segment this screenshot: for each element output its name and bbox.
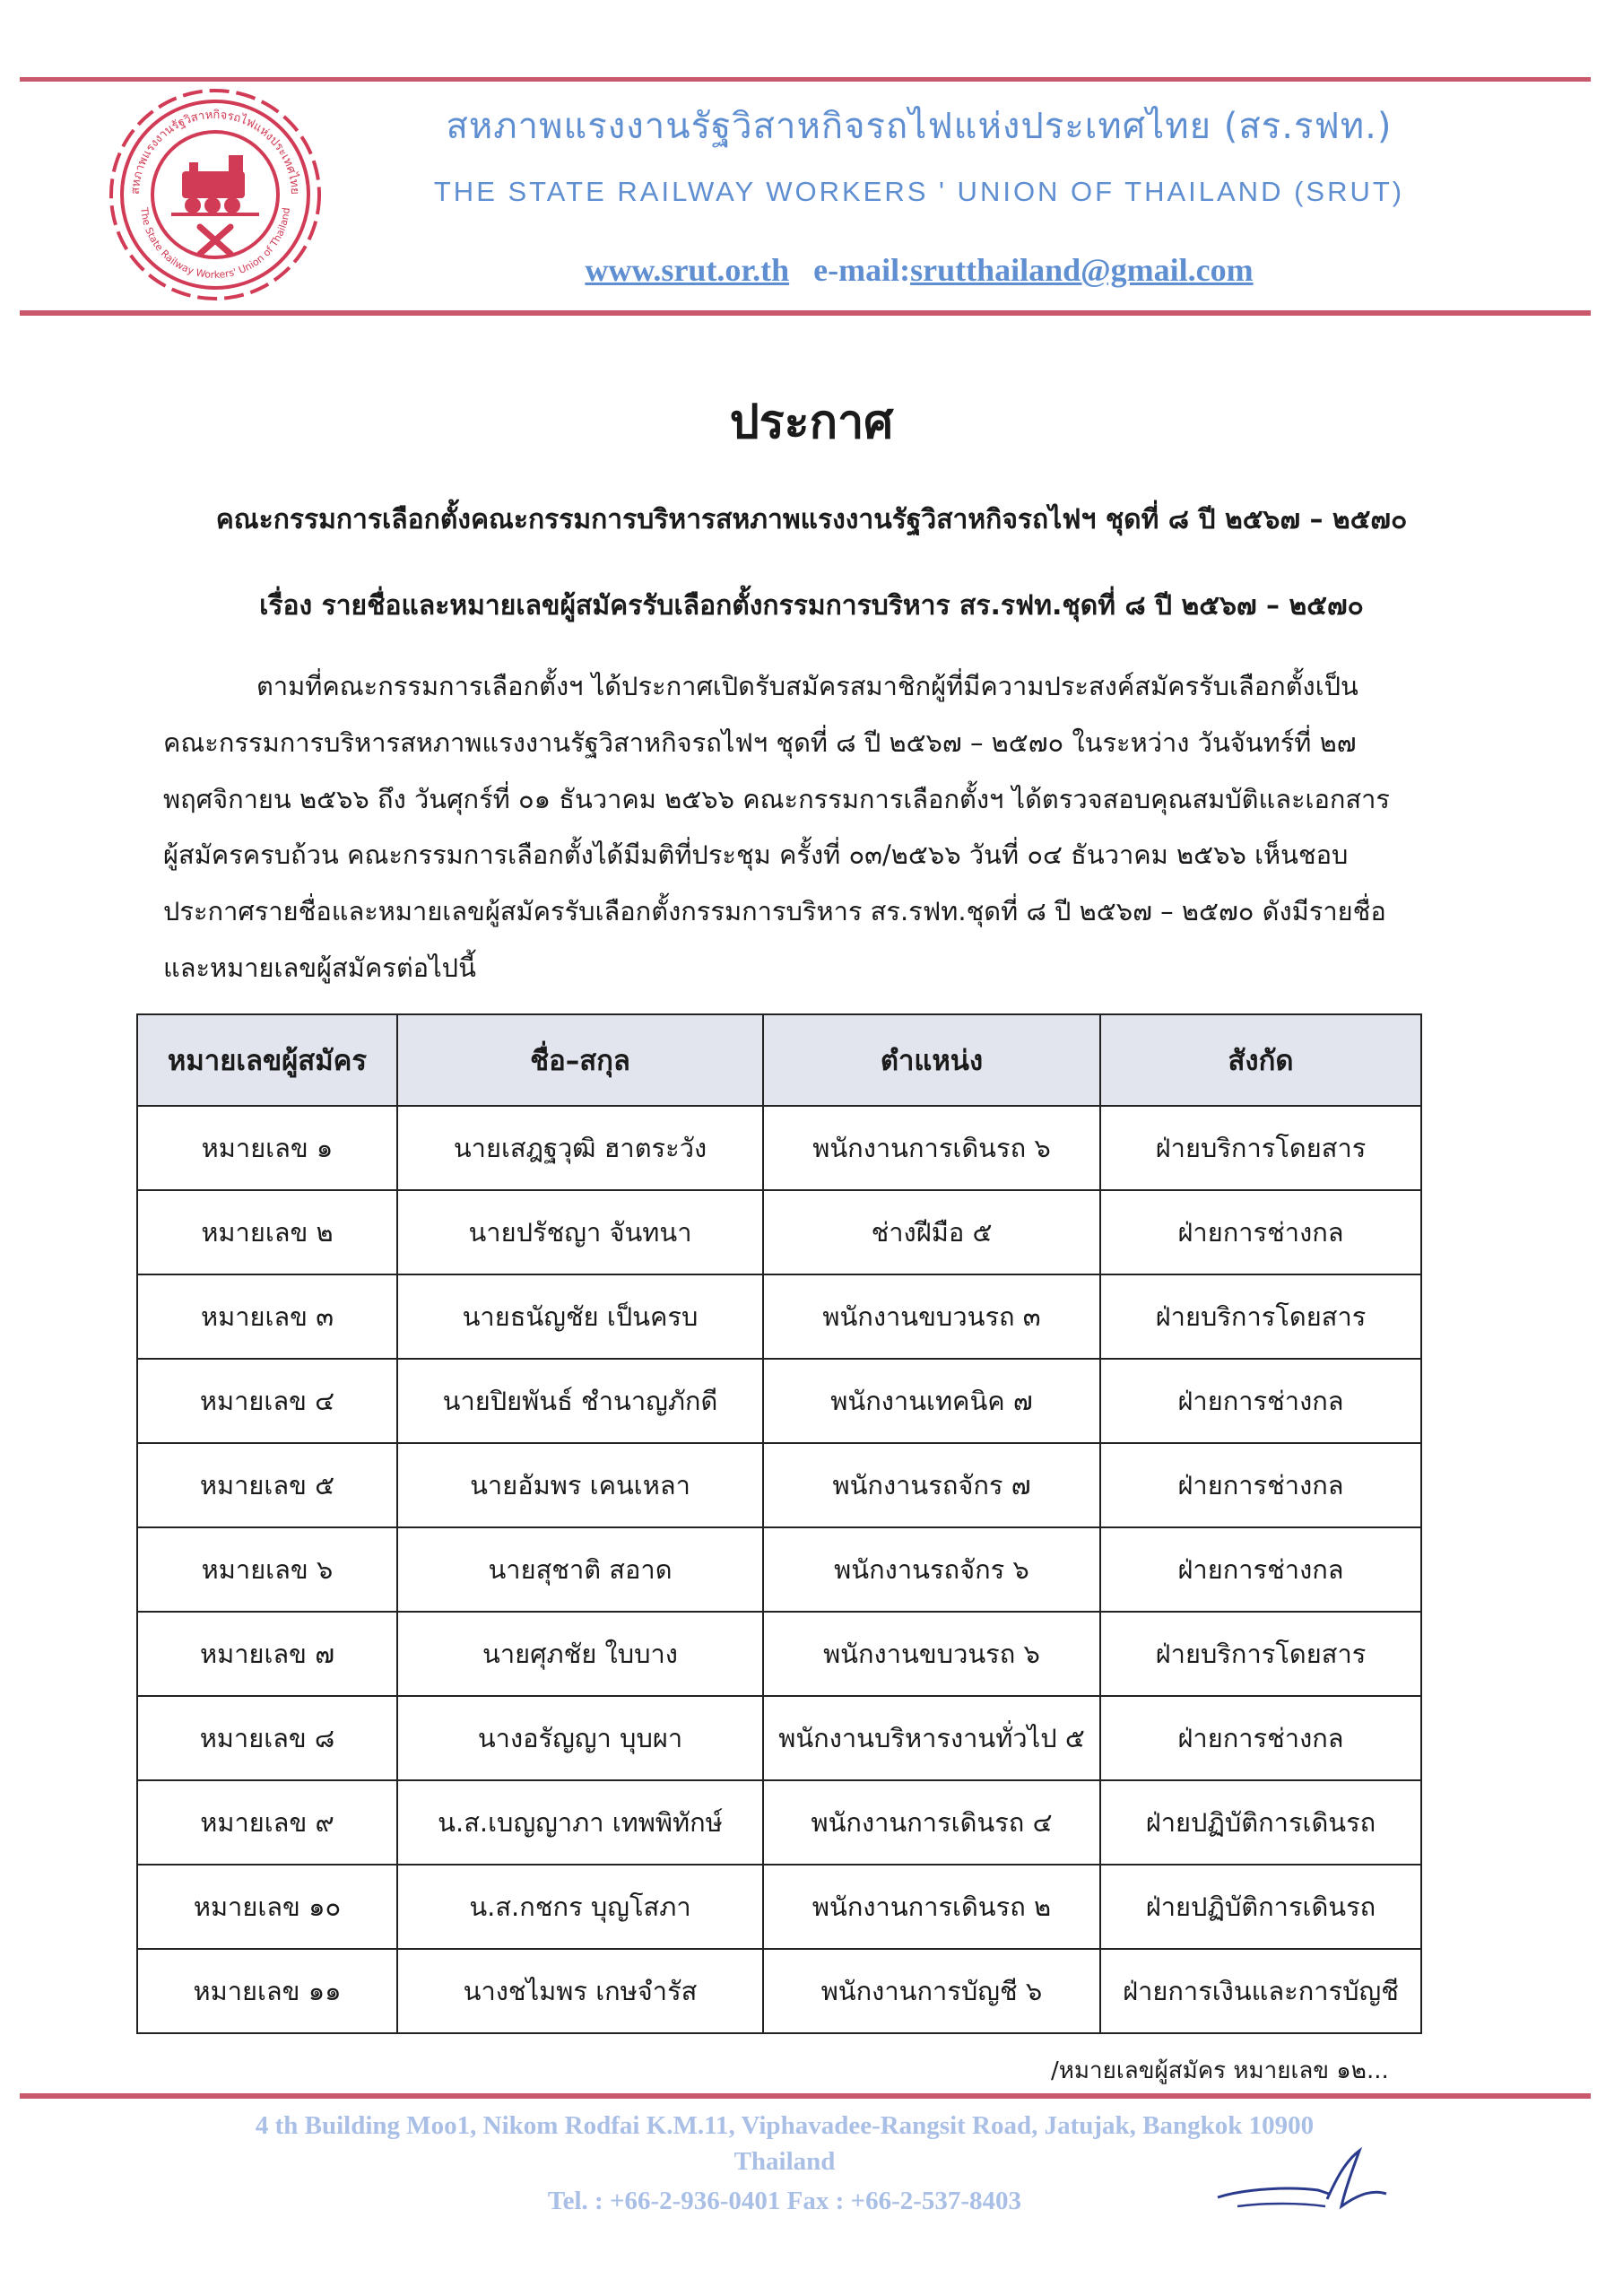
cell-name: นายธนัญชัย เป็นครบ <box>397 1274 763 1359</box>
email-label: e-mail: <box>813 252 911 288</box>
address-country: Thailand <box>733 2147 836 2176</box>
cell-position: พนักงานเทคนิค ๗ <box>763 1359 1100 1443</box>
paragraph-line: ผู้สมัครครบถ้วน คณะกรรมการเลือกตั้งได้มีมติที่ประชุม ครั้งที่ ๐๓/๒๕๖๖ วันที่ ๐๔ ธันวาคม ๒๕๖๖ เห็นชอบ <box>163 839 1349 870</box>
table-row <box>137 1865 1421 1949</box>
union-logo-icon <box>94 85 336 305</box>
cell-position: พนักงานการเดินรถ ๖ <box>763 1106 1100 1190</box>
cell-department: ฝ่ายการช่างกล <box>1100 1443 1421 1527</box>
cell-name: นางชไมพร เกษจำรัส <box>397 1949 763 2033</box>
cell-number: หมายเลข ๒ <box>137 1190 397 1274</box>
contact-line <box>395 251 1444 289</box>
paragraph-line: และหมายเลขผู้สมัครต่อไปนี้ <box>163 952 476 983</box>
subject-subtitle: เรื่อง รายชื่อและหมายเลขผู้สมัครรับเลือกตั้งกรรมการบริหาร สร.รฟท.ชุดที่ ๘ ปี ๒๕๖๗ – ๒๕๗๐ <box>259 590 1364 622</box>
table-header-row <box>137 1014 1421 1106</box>
org-name-english: THE STATE RAILWAY WORKERS ' UNION OF THAILAND (SRUT) <box>433 176 1405 207</box>
paragraph-line: คณะกรรมการบริหารสหภาพแรงงานรัฐวิสาหกิจรถไฟฯ ชุดที่ ๘ ปี ๒๕๖๗ – ๒๕๗๐ ในระหว่าง วันจันทร์ที่ ๒๗ <box>163 727 1357 758</box>
continuation-note: /หมายเลขผู้สมัคร หมายเลข ๑๒... <box>1051 2057 1389 2084</box>
cell-position: พนักงานรถจักร ๗ <box>763 1443 1100 1527</box>
paragraph-line: พฤศจิกายน ๒๕๖๖ ถึง วันศุกร์ที่ ๐๑ ธันวาคม ๒๕๖๖ คณะกรรมการเลือกตั้งฯ ได้ตรวจสอบคุณสมบัติและเอกสาร <box>163 784 1390 814</box>
table-row <box>137 1190 1421 1274</box>
cell-position: พนักงานรถจักร ๖ <box>763 1527 1100 1612</box>
footer-rule <box>20 2093 1591 2099</box>
header-candidate-number: หมายเลขผู้สมัคร <box>137 1014 397 1106</box>
cell-position: พนักงานการเดินรถ ๒ <box>763 1865 1100 1949</box>
cell-number: หมายเลข ๙ <box>137 1780 397 1865</box>
table-row <box>137 1359 1421 1443</box>
committee-subtitle: คณะกรรมการเลือกตั้งคณะกรรมการบริหารสหภาพแรงงานรัฐวิสาหกิจรถไฟฯ ชุดที่ ๘ ปี ๒๕๖๗ – ๒๕๗๐ <box>215 504 1408 535</box>
header-top-rule <box>20 77 1591 82</box>
cell-department: ฝ่ายการเงินและการบัญชี <box>1100 1949 1421 2033</box>
cell-name: น.ส.เบญญาภา เทพพิทักษ์ <box>397 1780 763 1865</box>
org-name-thai: สหภาพแรงงานรัฐวิสาหกิจรถไฟแห่งประเทศไทย (สร.รฟท.) <box>446 106 1393 147</box>
cell-name: นายเสฎฐวุฒิ ฮาตระวัง <box>397 1106 763 1190</box>
cell-number: หมายเลข ๖ <box>137 1527 397 1612</box>
cell-number: หมายเลข ๘ <box>137 1696 397 1780</box>
cell-number: หมายเลข ๗ <box>137 1612 397 1696</box>
email-link[interactable]: srutthailand@gmail.com <box>910 252 1254 288</box>
cell-position: พนักงานการเดินรถ ๔ <box>763 1780 1100 1865</box>
cell-department: ฝ่ายการช่างกล <box>1100 1359 1421 1443</box>
cell-department: ฝ่ายปฏิบัติการเดินรถ <box>1100 1865 1421 1949</box>
cell-name: นายสุชาติ สอาด <box>397 1527 763 1612</box>
document-title: ประกาศ <box>729 396 894 449</box>
cell-name: นายปรัชญา จันทนา <box>397 1190 763 1274</box>
cell-department: ฝ่ายการช่างกล <box>1100 1527 1421 1612</box>
table-row <box>137 1780 1421 1865</box>
cell-department: ฝ่ายการช่างกล <box>1100 1696 1421 1780</box>
cell-department: ฝ่ายปฏิบัติการเดินรถ <box>1100 1780 1421 1865</box>
table-row <box>137 1274 1421 1359</box>
cell-position: พนักงานขบวนรถ ๓ <box>763 1274 1100 1359</box>
paragraph-line: ประกาศรายชื่อและหมายเลขผู้สมัครรับเลือกตั้งกรรมการบริหาร สร.รฟท.ชุดที่ ๘ ปี ๒๕๖๗ – ๒๕๗๐ ดังมีรายชื่อ <box>163 896 1386 926</box>
cell-department: ฝ่ายการช่างกล <box>1100 1190 1421 1274</box>
cell-name: นายอัมพร เคนเหลา <box>397 1443 763 1527</box>
cell-number: หมายเลข ๓ <box>137 1274 397 1359</box>
table-row <box>137 1106 1421 1190</box>
cell-name: นางอรัญญา บุบผา <box>397 1696 763 1780</box>
header-bottom-rule <box>20 310 1591 316</box>
paragraph-line: ตามที่คณะกรรมการเลือกตั้งฯ ได้ประกาศเปิดรับสมัครสมาชิกผู้ที่มีความประสงค์สมัครรับเลือกตั้งเป็น <box>256 671 1358 701</box>
table-row <box>137 1696 1421 1780</box>
cell-number: หมายเลข ๑๐ <box>137 1865 397 1949</box>
svg-text:The State Railway Workers' Uni: The State Railway Workers' Union of Thailand <box>138 206 292 282</box>
cell-number: หมายเลข ๑ <box>137 1106 397 1190</box>
header-department: สังกัด <box>1100 1014 1421 1106</box>
cell-name: น.ส.กชกร บุญโสภา <box>397 1865 763 1949</box>
signature-icon <box>1211 2135 1408 2233</box>
cell-position: ช่างฝีมือ ๕ <box>763 1190 1100 1274</box>
address-line: 4 th Building Moo1, Nikom Rodfai K.M.11, Viphavadee-Rangsit Road, Jatujak, Bangkok 10900 <box>255 2111 1315 2140</box>
cell-name: นายศุภชัย ใบบาง <box>397 1612 763 1696</box>
svg-text:สหภาพแรงงานรัฐวิสาหกิจรถไฟแห่ง: สหภาพแรงงานรัฐวิสาหกิจรถไฟแห่งประเทศไทย <box>128 108 302 196</box>
table-row <box>137 1949 1421 2033</box>
cell-position: พนักงานการบัญชี ๖ <box>763 1949 1100 2033</box>
cell-number: หมายเลข ๑๑ <box>137 1949 397 2033</box>
table-row <box>137 1443 1421 1527</box>
cell-position: พนักงานบริหารงานทั่วไป ๕ <box>763 1696 1100 1780</box>
cell-department: ฝ่ายบริการโดยสาร <box>1100 1106 1421 1190</box>
header-full-name: ชื่อ–สกุล <box>397 1014 763 1106</box>
cell-position: พนักงานขบวนรถ ๖ <box>763 1612 1100 1696</box>
candidates-table <box>136 1013 1422 2034</box>
table-row <box>137 1612 1421 1696</box>
footer-phone-fax: Tel. : +66-2-936-0401 Fax : +66-2-537-8403 <box>547 2187 1022 2215</box>
header-position: ตำแหน่ง <box>763 1014 1100 1106</box>
cell-number: หมายเลข ๕ <box>137 1443 397 1527</box>
cell-number: หมายเลข ๔ <box>137 1359 397 1443</box>
website-link[interactable]: www.srut.or.th <box>585 252 790 288</box>
cell-name: นายปิยพันธ์ ชำนาญภักดี <box>397 1359 763 1443</box>
cell-department: ฝ่ายบริการโดยสาร <box>1100 1274 1421 1359</box>
table-row <box>137 1527 1421 1612</box>
cell-department: ฝ่ายบริการโดยสาร <box>1100 1612 1421 1696</box>
